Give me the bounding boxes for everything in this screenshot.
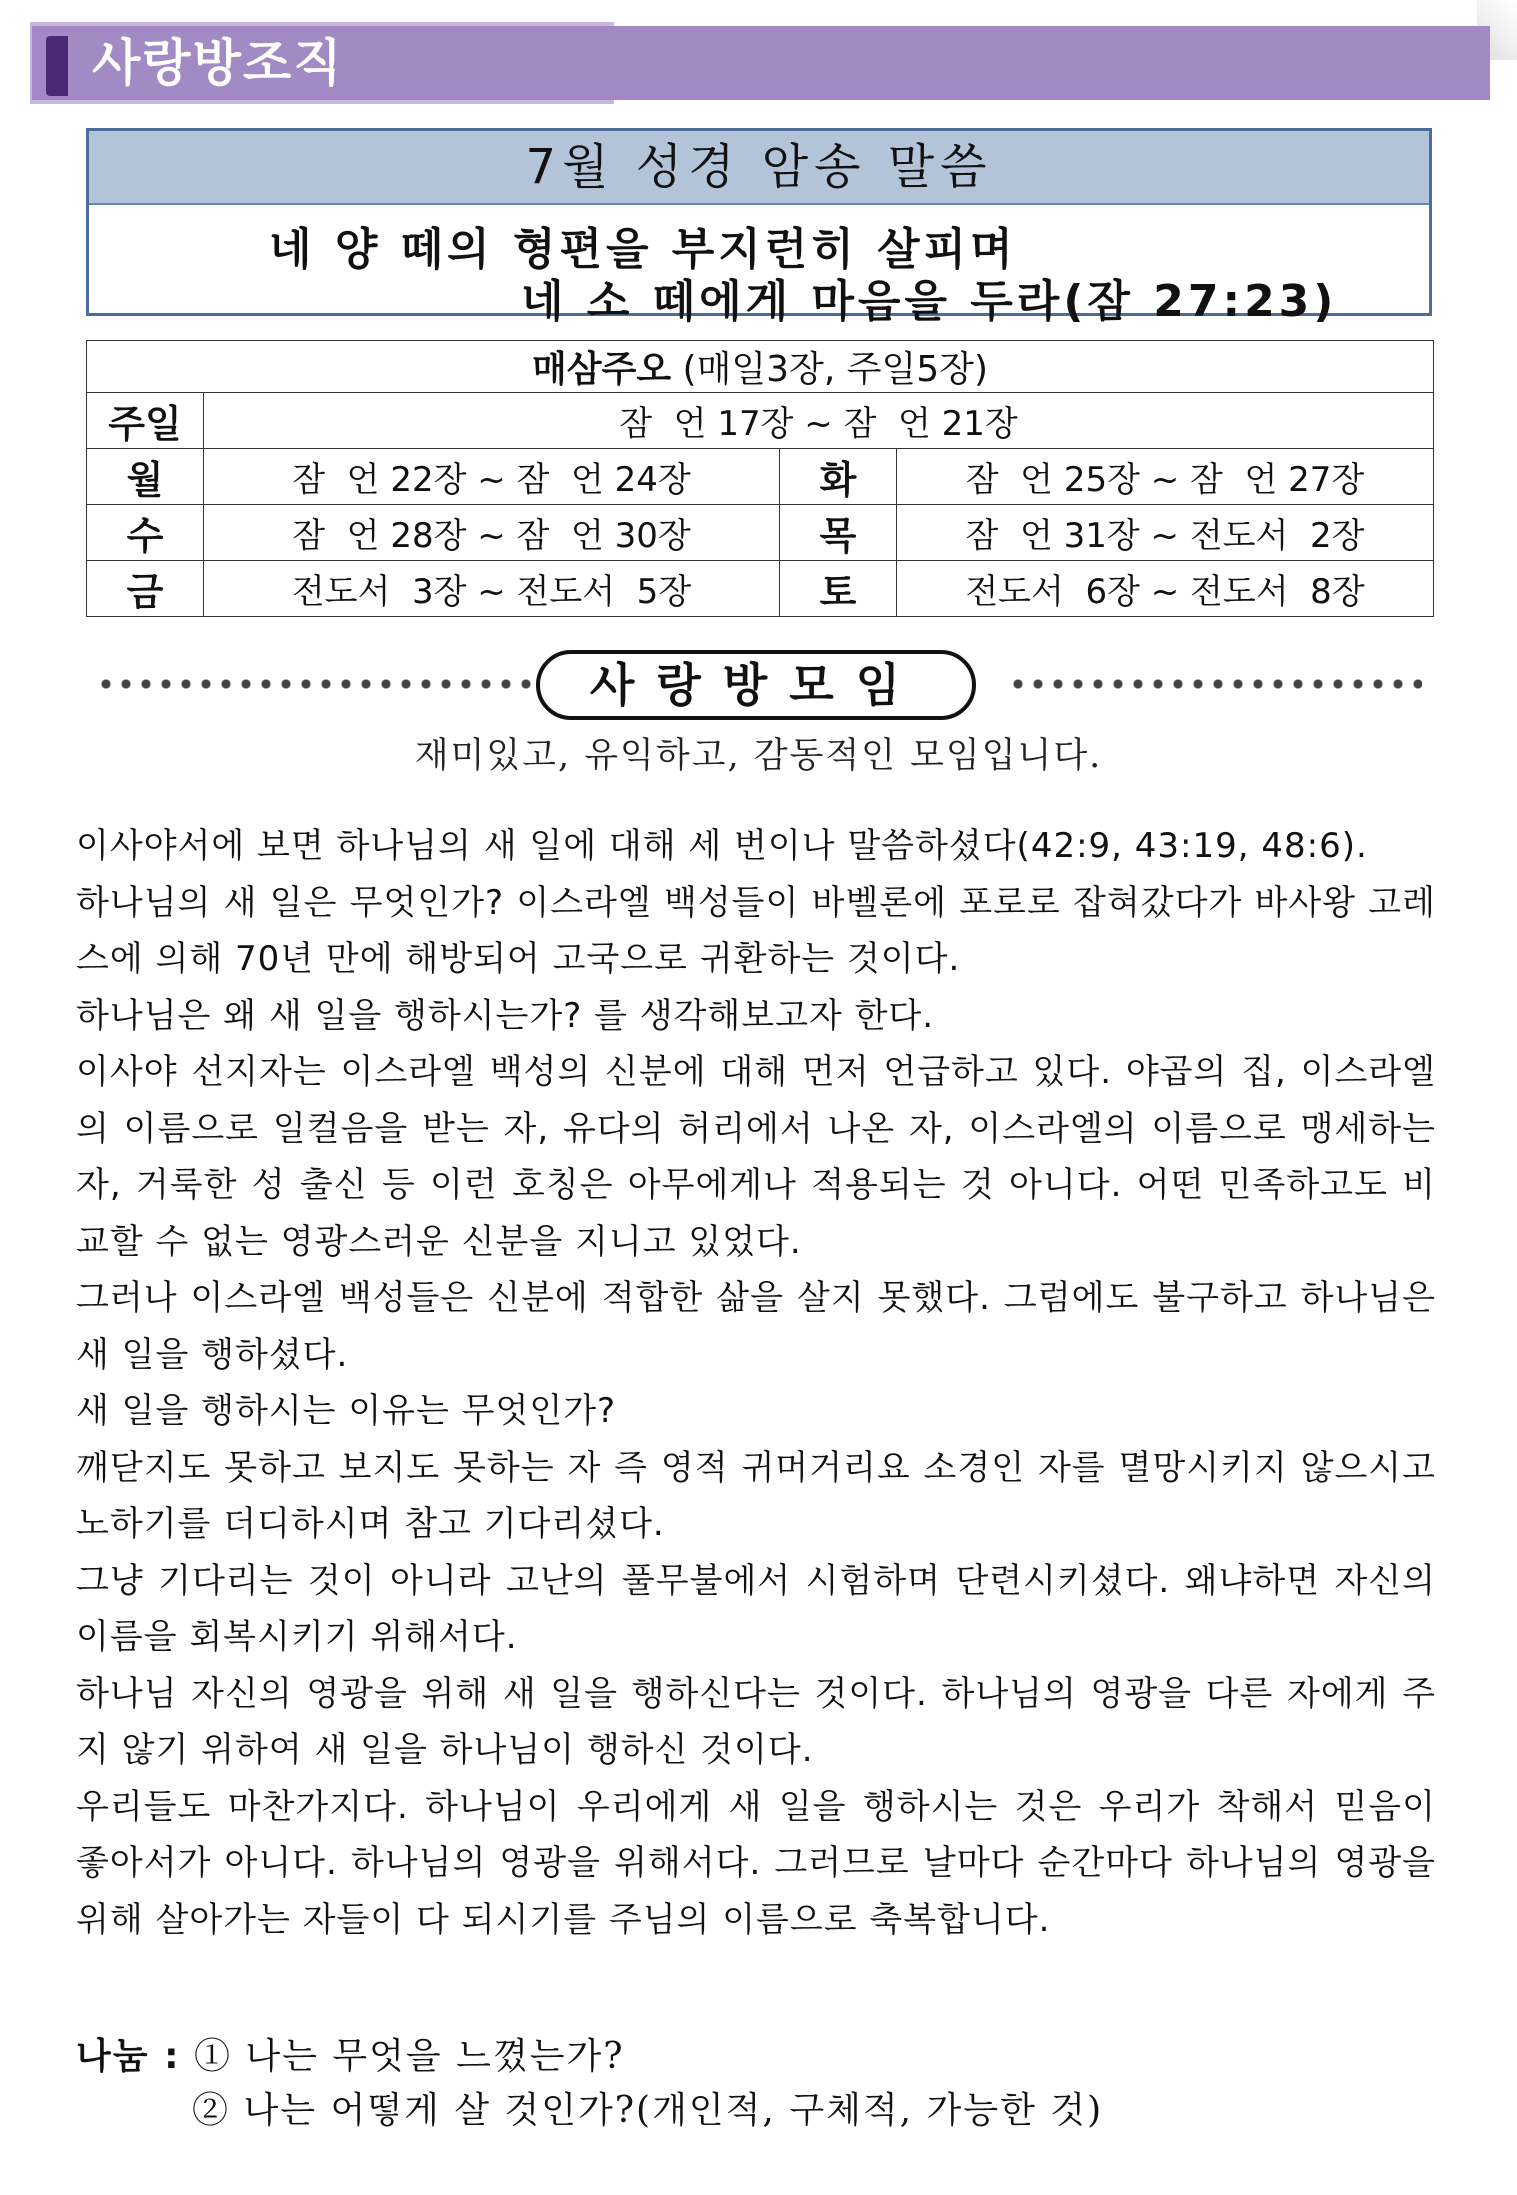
reading-title-row [87,341,1434,393]
sharing-label: 나눔 : [76,2036,181,2077]
body-paragraph: 새 일을 행하시는 이유는 무엇인가? [76,1391,617,1431]
reading-title-detail: (매일3장, 주일5장) [671,349,988,390]
reading-range-tuesday: 잠 언 25장 ~ 잠 언 27장 [897,449,1434,505]
reading-row-sunday [87,393,1434,449]
day-label-friday: 금 [87,561,204,617]
day-label-tuesday: 화 [780,449,897,505]
body-paragraph: 깨닫지도 못하고 보지도 못하는 자 즉 영적 귀머거리요 소경인 자를 멸망시키지 않으시고 노하기를 더디하시며 참고 기다리셨다. [76,1447,1436,1544]
section-header-notch [46,36,68,96]
reading-row [87,449,1434,505]
day-label-sunday: 주일 [87,393,204,449]
meeting-subtitle: 재미있고, 유익하고, 감동적인 모임입니다. [414,736,1103,776]
body-paragraph: 우리들도 마찬가지다. 하나님이 우리에게 새 일을 행하시는 것은 우리가 착해서 믿음이 좋아서가 아니다. 하나님의 영광을 위해서다. 그러므로 날마다 순간마다 하나님의 영광을 위해 살아가는 자들이 다 되시기를 주님의 이름으로 축복합니다. [76,1786,1436,1940]
reading-range-wednesday: 잠 언 28장 ~ 잠 언 30장 [204,505,780,561]
reading-range-sunday: 잠 언 17장 ~ 잠 언 21장 [204,393,1434,449]
reading-range-saturday: 전도서 6장 ~ 전도서 8장 [897,561,1434,617]
dotted-divider-right [1008,678,1422,690]
day-label-thursday: 목 [780,505,897,561]
reading-title-bold: 매삼주오 [532,349,672,390]
day-label-saturday: 토 [780,561,897,617]
body-paragraph: 이사야서에 보면 하나님의 새 일에 대해 세 번이나 말씀하셨다(42:9, 43:19, 48:6). [76,826,1368,866]
day-label-monday: 월 [87,449,204,505]
sharing-question-1-row [76,2028,625,2079]
body-paragraph: 하나님 자신의 영광을 위해 새 일을 행하신다는 것이다. 하나님의 영광을 다른 자에게 주지 않기 위하여 새 일을 하나님이 행하신 것이다. [76,1673,1436,1770]
reading-schedule-table [86,340,1434,617]
memory-verse-box [86,128,1432,327]
meeting-badge: 사랑방모임 [536,650,976,720]
reading-range-thursday: 잠 언 31장 ~ 전도서 2장 [897,505,1434,561]
reading-row [87,561,1434,617]
body-paragraph: 하나님의 새 일은 무엇인가? 이스라엘 백성들이 바벨론에 포로로 잡혀갔다가 바사왕 고레스에 의해 70년 만에 해방되어 고국으로 귀환하는 것이다. [76,882,1436,979]
sharing-question-2: ② 나는 어떻게 살 것인가?(개인적, 구체적, 가능한 것) [192,2090,1104,2131]
sermon-body [76,818,1436,1948]
day-label-wednesday: 수 [87,505,204,561]
memory-verse-heading: 7월 성경 암송 말씀 [89,131,1429,205]
reading-title [87,341,1434,393]
sharing-question-1: ① 나는 무엇을 느꼈는가? [193,2036,625,2077]
body-paragraph: 하나님은 왜 새 일을 행하시는가? 를 생각해보고자 한다. [76,995,935,1036]
body-paragraph: 그냥 기다리는 것이 아니라 고난의 풀무불에서 시험하며 단련시키셨다. 왜냐하면 자신의 이름을 회복시키기 위해서다. [76,1560,1436,1657]
reading-range-monday: 잠 언 22장 ~ 잠 언 24장 [204,449,780,505]
memory-verse-line-2: 네 소 떼에게 마음을 두라(잠 27:23) [521,276,1338,327]
body-paragraph: 이사야 선지자는 이스라엘 백성의 신분에 대해 먼저 언급하고 있다. 야곱의 집, 이스라엘의 이름으로 일컬음을 받는 자, 유다의 허리에서 나온 자, 이스라엘의 이름으로 맹세하는 자, 거룩한 성 출신 등 이런 호칭은 아무에게나 적용되는 것 아니다. 어떤 민족하고도 비교할 수 없는 영광스러운 신분을 지니고 있었다. [76,1052,1436,1262]
reading-range-friday: 전도서 3장 ~ 전도서 5장 [204,561,780,617]
memory-verse-line-1: 네 양 떼의 형편을 부지런히 살피며 [269,224,1017,275]
reading-row [87,505,1434,561]
section-title: 사랑방조직 [92,34,344,92]
body-paragraph: 그러나 이스라엘 백성들은 신분에 적합한 삶을 살지 못했다. 그럼에도 불구하고 하나님은 새 일을 행하셨다. [76,1278,1436,1375]
dotted-divider-left [96,678,532,690]
